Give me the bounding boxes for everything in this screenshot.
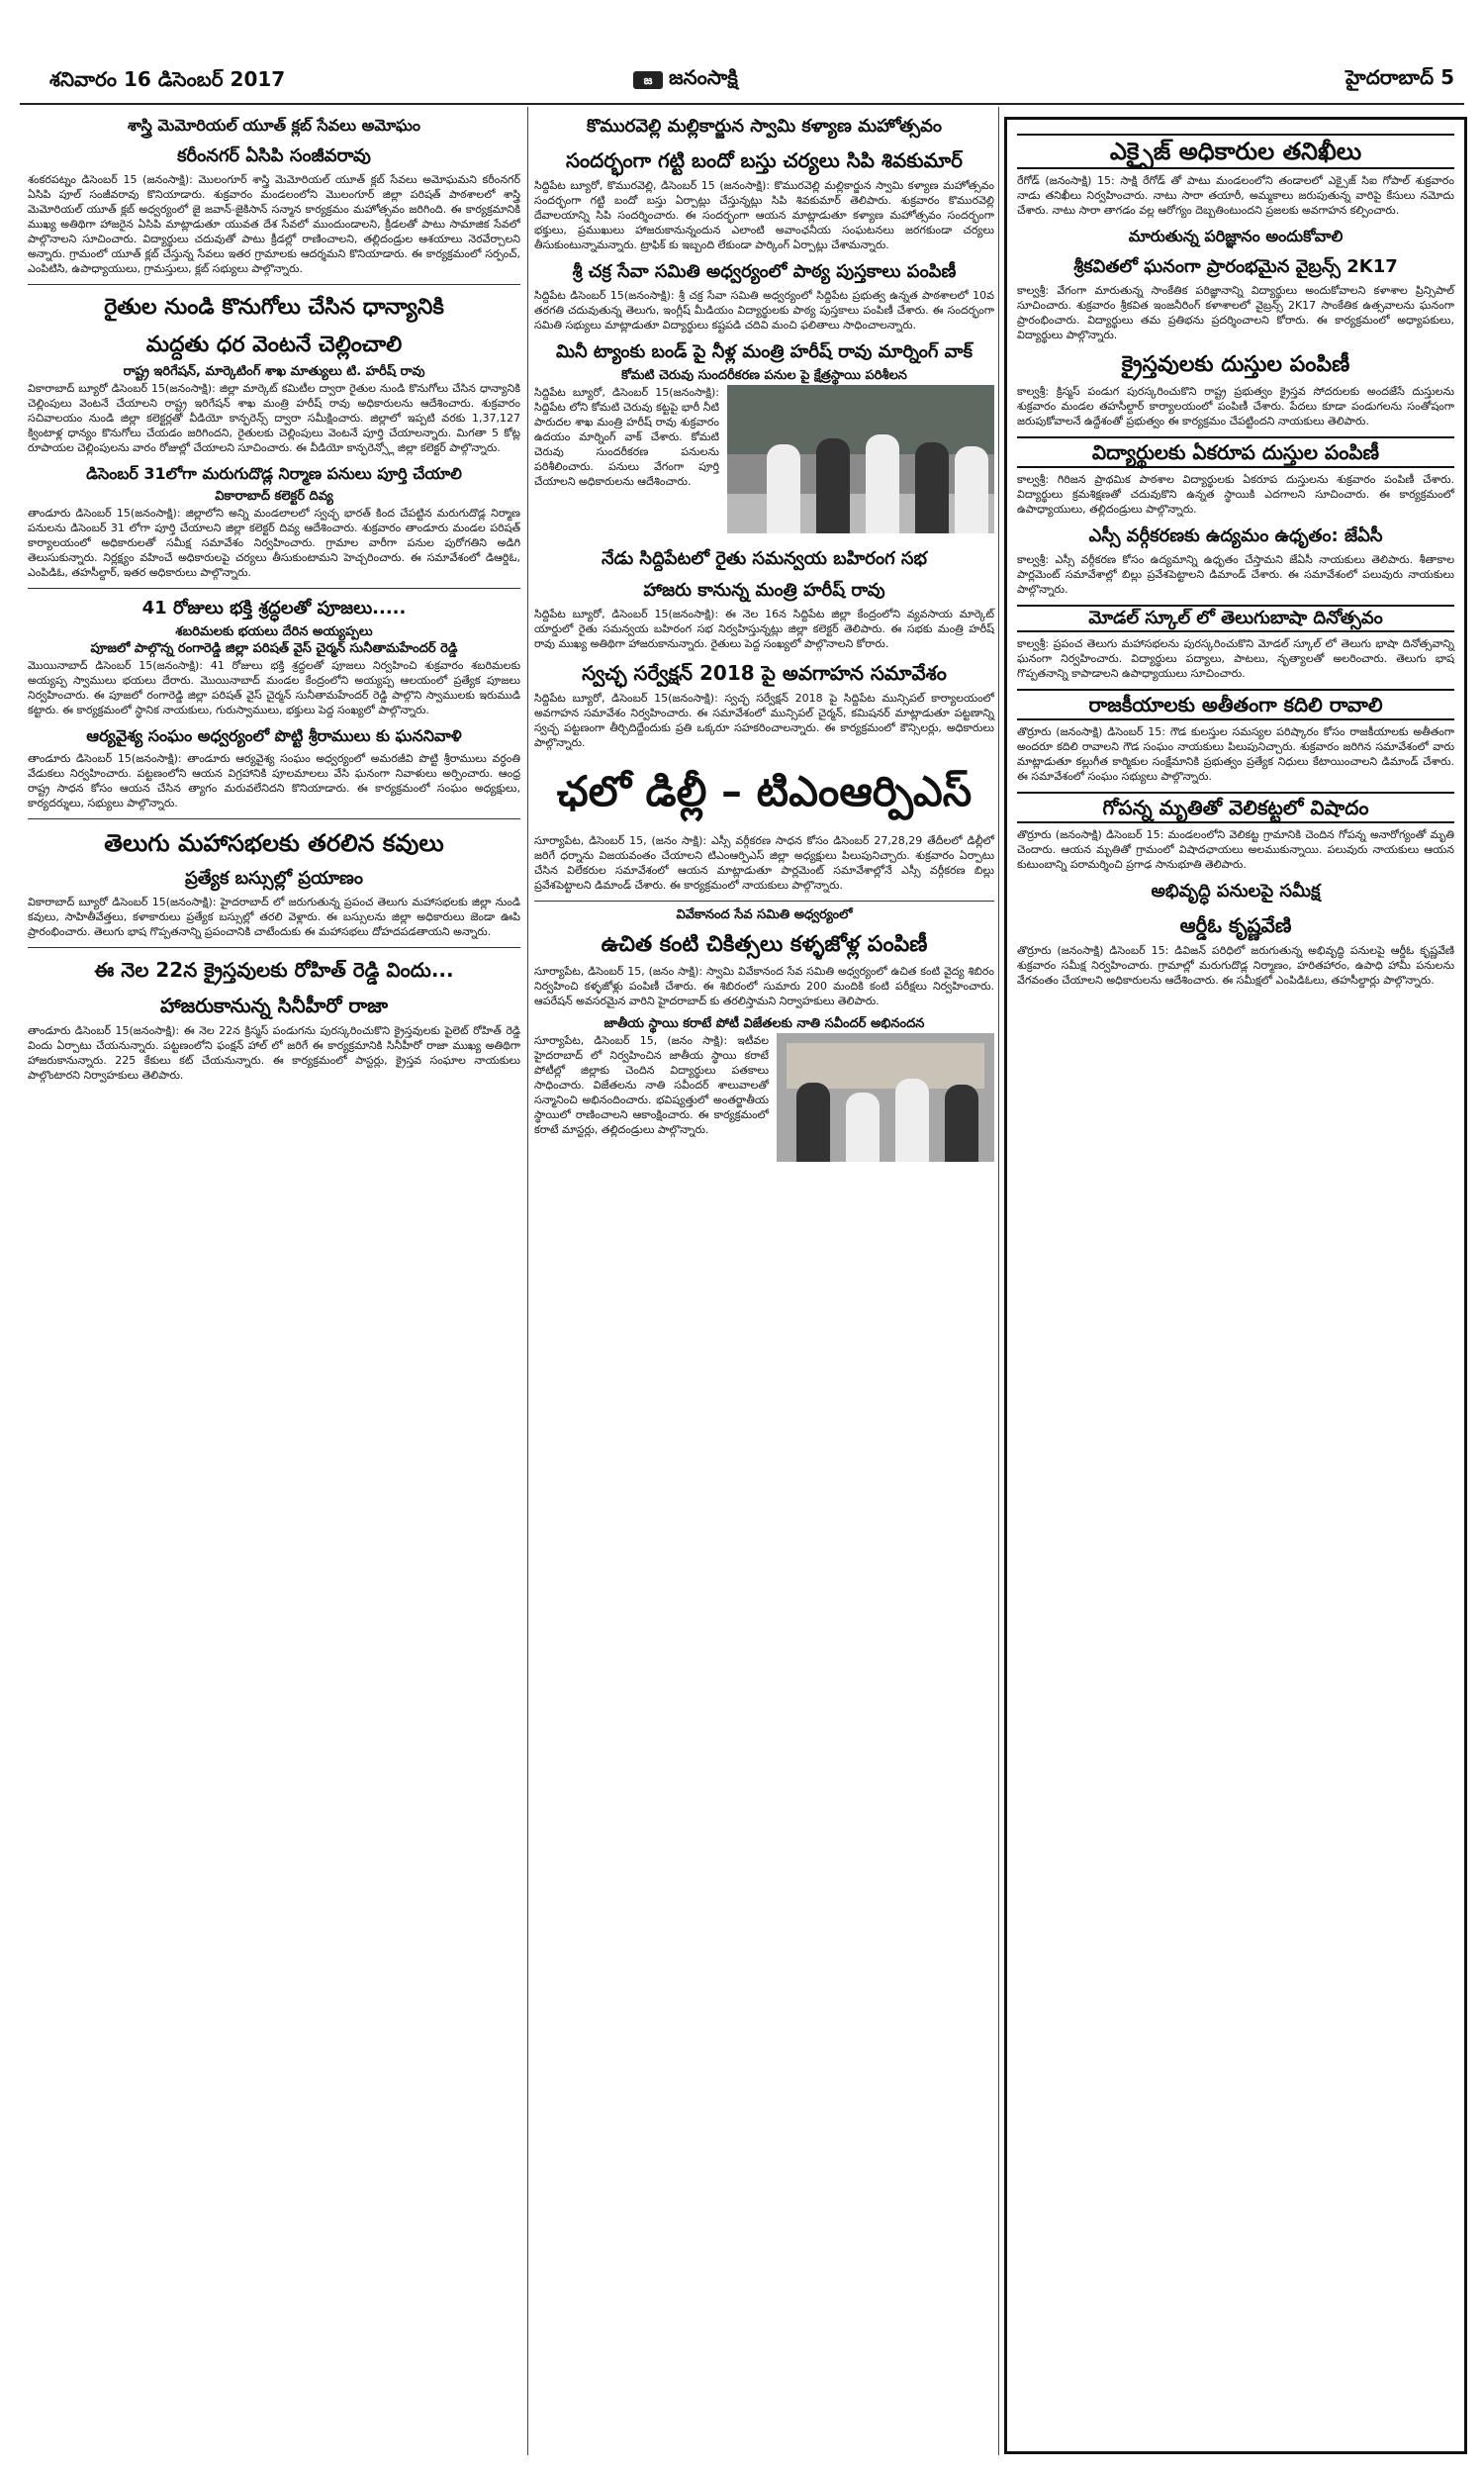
article-body: సిద్దిపేట బ్యూరో, డిసెంబర్ 15(జనంసాక్షి): స్వచ్ఛ సర్వేక్షన్ 2018 పై సిద్దిపేట మున్సిపల్ కార్యాలయంలో అవగాహన సమావేశం నిర్వహించారు. ఈ సమావేశంలో మున్సిపల్ చైర్మన్, కమిషనర్ మాట్లాడుతూ పట్టణాన్ని స్వచ్ఛ పట్టణంగా తీర్చిదిద్దేందుకు ప్రతి ఒక్కరూ సహకరించాలన్నారు. ఈ కార్యక్రమంలో కౌన్సిలర్లు, అధికారులు పాల్గొన్నారు. <box>534 692 994 749</box>
article-headline: ఎస్సీ వర్గీకరణకు ఉద్యమం ఉధృతం: జేఏసీ <box>1088 525 1383 546</box>
divider <box>534 901 994 902</box>
article-body: వికారాబాద్ బ్యూరో డిసెంబర్ 15(జనంసాక్షి): హైదరాబాద్ లో జరుగుతున్న ప్రపంచ తెలుగు మహాసభలకు జిల్లా నుండి కవులు, సాహితీవేత్తలు, కళాకారులు ప్రత్యేక బస్సుల్లో తరలి వెళ్లారు. ఈ బస్సులను జిల్లా అధికారులు జెండా ఊపి ప్రారంభించారు. తెలుగు భాష గొప్పతనాన్ని ప్రపంచానికి చాటేందుకు ఈ మహాసభలు దోహదపడతాయని అన్నారు. <box>28 896 520 938</box>
article-kicker: వివేకానంద సేవ సమితి అధ్వర్యంలో <box>676 907 853 922</box>
column-divider <box>527 107 528 2455</box>
article-headline: మినీ ట్యాంకు బండ్ పై నీళ్ల మంత్రి హరీష్ రావు మార్నింగ్ వాక్ <box>555 341 974 362</box>
article-body: వికారాబాద్ బ్యూరో డిసెంబర్ 15(జనంసాక్షి): జిల్లా మార్కెట్ కమిటీల ద్వారా రైతుల నుండి కొనుగోలు చేసిన ధాన్యానికి చెల్లింపులు వెంటనే చేయాలని రాష్ట్ర ఇరిగేషన్ శాఖ మంత్రి హరీష్ రావు అధికారులను ఆదేశించారు. శుక్రవారం సచివాలయం నుండి జిల్లా కలెక్టర్లతో వీడియో కాన్ఫరెన్స్ ద్వారా సమీక్షించారు. జిల్లాలో ఇప్పటి వరకు 1,37,127 క్వింటాళ్ల ధాన్యం కొనుగోలు చేయడం జరిగిందని, రైతులకు చెల్లింపులు వెంటనే పూర్తి చేయాలన్నారు. మిగతా 5 కోట్ల రూపాయల చెల్లింపులను వారం రోజుల్లో చేయాలని సూచించారు. ఈ వీడియో కాన్ఫరెన్స్లో జిల్లా కలెక్టర్ పాల్గొన్నారు. <box>28 382 520 454</box>
article-subhead: వికారాబాద్ కలెక్టర్ దివ్య <box>215 489 333 504</box>
article-subhead-2: పూజలో పాల్గొన్న రంగారెడ్డి జిల్లా పరిషత్ వైస్ చైర్మన్ సునీతామహేందర్ రెడ్డి <box>90 641 458 656</box>
column-right-boxed <box>1004 117 1467 2454</box>
article-sriramulu <box>28 725 520 810</box>
article-body: కాల్వశ్రీ: ఎస్సీ వర్గీకరణ కోసం ఉద్యమాన్ని ఉధృతం చేస్తామని జేఏసీ నాయకులు తెలిపారు. శీతాకాల పార్లమెంట్ సమావేశాల్లో బిల్లు ప్రవేశపెట్టాలని డిమాండ్ చేశారు. ఈ సమావేశంలో పలువురు నాయకులు పాల్గొన్నారు. <box>1017 553 1454 596</box>
article-telugu-poets <box>28 827 520 939</box>
article-gopanna-death <box>1017 792 1454 872</box>
article-komuravelli <box>534 115 994 252</box>
masthead <box>633 65 738 94</box>
article-body: సిద్దిపేట బ్యూరో, డిసెంబర్ 15(జనంసాక్షి): సిద్దిపేట లోని కోమటి చెరువు కట్టపై భారీ నీటి పారుదల శాఖ మంత్రి హరీష్ రావు శుక్రవారం ఉదయం మార్నింగ్ వాక్ చేశారు. కోమటి చెరువు సుందరీకరణ పనులను పరిశీలించారు. పనులు వేగంగా పూర్తి చేయాలని అధికారులను ఆదేశించారు. <box>534 386 719 488</box>
article-vibrance <box>1017 226 1454 342</box>
article-headline: రాజకీయాలకు అతీతంగా కదిలి రావాలి <box>1017 689 1454 720</box>
article-toilets-deadline <box>28 463 520 580</box>
article-subhead: హాజరుకానున్న సినీహీరో రాజా <box>159 994 389 1017</box>
issue-date: శనివారం 16 డిసెంబర్ 2017 <box>49 67 286 91</box>
article-body: కాల్వశ్రీ: వేగంగా మారుతున్న సాంకేతిక పరిజ్ఞానాన్ని విద్యార్థులు అందుకోవాలని కళాశాల ప్రిన్సిపాల్ సూచించారు. శుక్రవారం శ్రీకవిత ఇంజనీరింగ్ కళాశాలలో వైబ్రన్స్ 2K17 సాంకేతిక ఉత్సవాలను ఘనంగా ప్రారంభించారు. విద్యార్థులు తమ ప్రతిభను ప్రదర్శించాలని కోరారు. ఈ కార్యక్రమంలో అధ్యాపకులు, విద్యార్థులు పాల్గొన్నారు. <box>1017 284 1454 341</box>
article-headline: ఎక్సైజ్ అధికారుల తనిఖీలు <box>1017 134 1454 169</box>
article-kicker: మారుతున్న పరిజ్ఞానం అందుకోవాలి <box>1128 227 1344 245</box>
article-headline: డిసెంబర్ 31లోగా మరుగుదొడ్ల నిర్మాణ పనులు పూర్తి చేయాలి <box>86 464 462 483</box>
article-headline: నేడు సిద్దిపేటలో రైతు సమన్వయ బహిరంగ సభ <box>601 548 927 569</box>
article-body: సిద్దిపేట డిసెంబర్ 15(జనంసాక్షి): శ్రీ చక్ర సేవా సమితి అధ్వర్యంలో సిద్దిపేట ప్రభుత్వ ఉన్నత పాఠశాలలో 10వ తరగతి చదువుతున్న తెలుగు, ఇంగ్లీష్ మీడియం విద్యార్థులకు పాఠ్య పుస్తకాలు పంపిణీ చేశారు. ఈ సందర్భంగా సమితి సభ్యులు మాట్లాడుతూ విద్యార్థులు కష్టపడి చదివి మంచి ఫలితాలు సాధించాలన్నారు. <box>534 289 994 332</box>
column-left <box>28 107 520 1091</box>
article-uniforms <box>1017 436 1454 517</box>
article-headline: తెలుగు మహాసభలకు తరలిన కవులు <box>104 829 444 857</box>
article-sc-classification <box>1017 524 1454 597</box>
divider <box>28 284 520 285</box>
article-telugu-day <box>1017 605 1454 681</box>
article-body: రేగోడ్ (జనంసాక్షి) 15: సాక్షి రేగోడ్ తో పాటు మండలంలోని తండాలలో ఎక్సైజ్ సిఐ గోపాల్ శుక్రవారం నాడు తనిఖీలు నిర్వహించారు. నాటు సారా తయారీ, అమ్మకాలు జరుపుతున్న వారిపై కేసులు నమోదు చేశారు. నాటు సారా తాగడం వల్ల ఆరోగ్యం దెబ్బతింటుందని ప్రజలకు అవగాహన కల్పించారు. <box>1017 174 1454 217</box>
article-body: తాండూరు డిసెంబర్ 15(జనంసాక్షి): ఈ నెల 22న క్రిస్మస్ పండుగను పురస్కరించుకొని క్రైస్తవులకు పైలెట్ రోహిత్ రెడ్డి విందు ఏర్పాటు చేయనున్నారు. పట్టణంలోని ఫంక్షన్ హాల్ లో జరిగే ఈ కార్యక్రమానికి సినీహీరో రాజా ముఖ్య అతిథిగా హాజరుకానున్నారు. 225 కేకులు కట్ చేయనున్నారు. ఈ కార్యక్రమంలో పాస్టర్లు, క్రైస్తవ సంఘాల నాయకులు పాల్గొంటారని నిర్వాహకులు తెలిపారు. <box>28 1024 520 1082</box>
article-christmas-feast <box>28 956 520 1083</box>
article-headline: శ్రీ చక్ర సేవా సమితి అధ్వర్యంలో పాఠ్య పుస్తకాలు పంపిణీ <box>572 261 957 282</box>
article-headline: స్వచ్ఛ సర్వేక్షన్ 2018 పై అవగాహన సమావేశం <box>582 661 947 685</box>
article-body: తొర్రూరు (జనంసాక్షి) డిసెంబర్ 15: డివిజన్ పరిధిలో జరుగుతున్న అభివృద్ధి పనులపై ఆర్డీఓ కృష్ణవేణి శుక్రవారం సమీక్ష నిర్వహించారు. గ్రామాల్లో మరుగుదొడ్ల నిర్మాణం, హరితహారం, ఉపాధి హామీ పనులను వేగవంతం చేయాలని అధికారులను ఆదేశించారు. ఈ సమీక్షలో ఎంపిడిఓలు, తహసీల్దార్లు పాల్గొన్నారు. <box>1017 944 1454 987</box>
article-photo-karate <box>777 1033 994 1162</box>
article-excise-raids <box>1017 134 1454 218</box>
article-body: సూర్యాపేట, డిసెంబర్ 15, (జనం సాక్షి): ఇటీవల హైదరాబాద్ లో నిర్వహించిన జాతీయ స్థాయి కరాటే పోటీల్లో జిల్లాకు చెందిన విద్యార్థులు పతకాలు సాధించారు. విజేతలను నాతి సవీందర్ శాలువాలతో సన్మానించి అభినందించారు. భవిష్యత్తులో అంతర్జాతీయ స్థాయిలో రాణించాలని ఆకాంక్షించారు. ఈ కార్యక్రమంలో కరాటే మాస్టర్లు, తల్లిదండ్రులు పాల్గొన్నారు. <box>534 1034 769 1136</box>
article-karate <box>534 1016 994 1137</box>
article-beyond-politics <box>1017 689 1454 784</box>
article-headline: మోడల్ స్కూల్ లో తెలుగుబాషా దినోత్సవం <box>1017 605 1454 632</box>
article-body: సిద్దిపేట బ్యూరో, డిసెంబర్ 15(జనంసాక్షి): ఈ నెల 16న సిద్దిపేట జిల్లా కేంద్రంలోని వ్యవసాయ మార్కెట్ యార్డులో రైతు సమన్వయ బహిరంగ సభ నిర్వహిస్తున్నట్లు జిల్లా కలెక్టర్ తెలిపారు. ఈ సభకు మంత్రి హరీష్ రావు ముఖ్య అతిథిగా హాజరుకానున్నారు. రైతులు పెద్ద సంఖ్యలో పాల్గొనాలని కోరారు. <box>534 608 994 650</box>
article-body: శంకరపట్నం డిసెంబర్ 15 (జనంసాక్షి): మొలంగూర్ శాస్త్రి మెమోరియల్ యూత్ క్లబ్ సేవలు అమోఘమని కరీంనగర్ ఏసిపి పూల్ సంజీవరావు కొనియాడారు. శుక్రవారం మండలంలోని మొలంగూర్ జిల్లా పరిషత్ పాఠశాలలో శాస్త్రి మెమోరియల్ యూత్ క్లబ్ అధ్వర్యంలో జై జవాన్-జైకిసాన్ సన్మాన కార్యక్రమం మహోత్సవం జరిగింది. ఈ కార్యక్రమానికి ముఖ్య అతిథిగా హాజరైన ఏసిపి మాట్లాడుతూ యువత దేశ సేవలో ముందుండాలని, క్రీడలతో పాటు సామాజిక సేవలో పాల్గొనాలని సూచించారు. విద్యార్థులు చదువుతో పాటు క్రీడల్లో రాణించాలని, తల్లిదండ్రుల ఆశయాలు నెరవేర్చాలని అన్నారు. గ్రామంలో యూత్ క్లబ్ చేస్తున్న సేవలు ఇతర గ్రామాలకు ఆదర్శమని కొనియాడారు. ఈ కార్యక్రమంలో సర్పంచ్, ఎంపిటిసి, ఉపాధ్యాయులు, గ్రామస్తులు, క్లబ్ సభ్యులు పాల్గొన్నారు. <box>28 173 520 275</box>
article-headline: రైతుల నుండి కొనుగోలు చేసిన ధాన్యానికి <box>104 295 444 320</box>
divider <box>28 818 520 819</box>
article-kicker: కొమురవెల్లి మల్లికార్జున స్వామి కళ్యాణ మహోత్సవం <box>586 116 943 137</box>
article-subhead: శబరిమలకు భయలు దేరిన అయ్యప్పలు <box>175 624 373 639</box>
article-headline-line2: ఆర్డీఓ కృష్ణవేణి <box>1179 913 1292 937</box>
article-subhead: రాష్ట్ర ఇరిగేషన్, మార్కెటింగ్ శాఖ మాత్యులు టి. హరీష్ రావు <box>123 364 425 379</box>
page-header <box>20 63 1464 105</box>
column-middle <box>534 107 994 1168</box>
article-headline: కరీంనగర్ ఏసిపి సంజీవరావు <box>177 145 371 166</box>
article-headline: ఆర్యవైశ్య సంఘం అధ్వర్యంలో పొట్టి శ్రీరాములు కు ఘననివాళి <box>86 726 462 745</box>
article-body: తాండూరు డిసెంబర్ 15(జనంసాక్షి): తాండూరు ఆర్యవైశ్య సంఘం అధ్వర్యంలో అమరజీవి పొట్టి శ్రీరాములు వర్ధంతి వేడుకలు నిర్వహించారు. పట్టణంలోని ఆయన విగ్రహానికి పూలమాలలు వేసి ఘనంగా నివాళులు అర్పించారు. ఆంధ్ర రాష్ట్ర సాధన కోసం ఆయన చేసిన త్యాగం మరువలేనిదని కొనియాడారు. ఈ కార్యక్రమంలో సంఘం అధ్యక్షులు, కార్యదర్శులు, సభ్యులు పాల్గొన్నారు. <box>28 752 520 809</box>
article-body: సూర్యాపేట, డిసెంబర్ 15, (జనం సాక్షి): ఎస్సీ వర్గీకరణ సాధన కోసం డిసెంబర్ 27,28,29 తేదీలలో డిల్లీలో జరిగే ధర్నాను విజయవంతం చేయాలని టిఎంఆర్పిఎస్ జిల్లా అధ్యక్షులు పిలుపునిచ్చారు. శుక్రవారం ఏర్పాటు చేసిన విలేకరుల సమావేశంలో ఆయన మాట్లాడుతూ పార్లమెంట్ సమావేశాల్లోనే ఎస్సీ వర్గీకరణ బిల్లు ప్రవేశపెట్టాలని డిమాండ్ చేశారు. ఈ కార్యక్రమంలో నాయకులు పాల్గొన్నారు. <box>534 834 994 892</box>
article-body: సిద్దిపేట బ్యూరో, కొమురవెల్లి, డిసెంబర్ 15 (జనంసాక్షి): కొమురవెల్లి మల్లికార్జున స్వామి కళ్యాణ మహోత్సవం సందర్భంగా గట్టి బందో బస్తు ఏర్పాట్లు చేస్తున్నట్లు సిపి శివకుమార్ తెలిపారు. శుక్రవారం కొమురవెల్లి దేవాలయాన్ని సిపి సందర్శించారు. ఈ సందర్భంగా ఆయన మాట్లాడుతూ కళ్యాణ మహోత్సవం సందర్భంగా భక్తులు, ప్రముఖులు హాజరుకానున్నందున ఎలాంటి అవాంఛనీయ సంఘటనలు జరగకుండా చర్యలు తీసుకుంటున్నామన్నారు. ట్రాఫిక్ కు ఇబ్బంది లేకుండా పార్కింగ్ ఏర్పాట్లు చేశామన్నారు. <box>534 179 994 251</box>
divider <box>28 588 520 589</box>
article-clothes-christians <box>1017 350 1454 428</box>
article-swachh-survekshan <box>534 659 994 750</box>
article-headline: జాతీయ స్థాయి కరాటే పోటీ విజేతలకు నాతి సవీందర్ అభినందన <box>603 1016 925 1031</box>
column-divider <box>998 107 999 2455</box>
article-body: కాల్వశ్రీ: గిరిజన ప్రాథమిక పాఠశాల విద్యార్థులకు ఏకరూప దుస్తులను శుక్రవారం పంపిణీ చేశారు. విద్యార్థులు క్రమశిక్షణతో చదువుకొని ఉన్నత స్థాయికి ఎదగాలని సూచించారు. ఈ కార్యక్రమంలో ఉపాధ్యాయులు, తల్లిదండ్రులు పాల్గొన్నారు. <box>1017 473 1454 516</box>
article-headline: ఈ నెల 22న క్రైస్తవులకు రోహిత్ రెడ్డి విందు... <box>94 958 454 982</box>
article-headline: విద్యార్థులకు ఏకరూప దుస్తుల పంపిణీ <box>1017 436 1454 468</box>
article-chalo-delhi <box>534 764 994 893</box>
article-headline-line2: హాజరు కానున్న మంత్రి హరీష్ రావు <box>643 580 885 601</box>
article-headline: సందర్భంగా గట్టి బందో బస్తు చర్యలు సిపి శివకుమార్ <box>565 148 964 172</box>
article-textbooks <box>534 260 994 333</box>
divider <box>28 947 520 948</box>
article-headline: అభివృద్ధి పనులపై సమీక్ష <box>1151 881 1321 902</box>
article-rdo-review <box>1017 880 1454 988</box>
masthead-title: జనంసాక్షి <box>669 65 738 89</box>
article-body: తొర్రూరు (జనంసాక్షి) డిసెంబర్ 15: మండలంలోని వెలికట్ట గ్రామానికి చెందిన గోపన్న అనారోగ్యంతో మృతి చెందారు. ఆయన మృతితో గ్రామంలో విషాదఛాయలు అలముకున్నాయి. పలువురు నాయకులు ఆయన కుటుంబాన్ని పరామర్శించి ప్రగాఢ సానుభూతి తెలిపారు. <box>1017 828 1454 871</box>
article-kicker: శాస్త్రి మెమోరియల్ యూత్ క్లబ్ సేవలు అమోఘం <box>127 116 421 135</box>
article-farmers-meeting <box>534 547 994 651</box>
article-headline: ఛలో డిల్లీ – టిఎంఆర్పిఎస్ <box>556 767 973 815</box>
article-headline: గోపన్న మృతితో వెలికట్టలో విషాదం <box>1017 792 1454 823</box>
masthead-logo-icon: జ <box>633 71 663 89</box>
article-headline-line2: మద్దతు ధర వెంటనే చెల్లించాలి <box>145 333 403 357</box>
article-headline: క్రైస్తవులకు దుస్తుల పంపిణీ <box>1121 352 1350 377</box>
article-headline: 41 రోజులు భక్తి శ్రద్ధలతో పూజలు..... <box>141 598 407 619</box>
article-body: మొయినాబాద్ డిసెంబర్ 15(జనంసాక్షి): 41 రోజులు భక్తి శ్రద్ధలతో పూజలు నిర్వహించి శుక్రవారం శబరిమలకు అయ్యప్ప స్వాములు భయలు దేరారు. మొయినాబాద్ మండల కేంద్రంలోని అయ్యప్ప ఆలయంలో ప్రత్యేక పూజలు నిర్వహించారు. ఈ పూజలో రంగారెడ్డి జిల్లా పరిషత్ వైస్ చైర్మన్ సునీతామహేందర్ రెడ్డి పాల్గొని స్వాములకు ఇరుముడి కట్టారు. ఈ కార్యక్రమంలో స్థానిక నాయకులు, గురుస్వాములు, భక్తులు పెద్ద సంఖ్యలో పాల్గొన్నారు. <box>28 659 520 716</box>
article-photo-minister-walk <box>727 385 994 533</box>
article-headline: శ్రీకవితలో ఘనంగా ప్రారంభమైన వైబ్రన్స్ 2K17 <box>1073 256 1398 277</box>
article-subhead: కోమటి చెరువు సుందరీకరణ పనుల పై క్షేత్రస్థాయి పరిశీలన <box>621 368 907 383</box>
article-body: తొర్రూరు (జనంసాక్షి) డిసెంబర్ 15: గౌడ కులస్తుల సమస్యల పరిష్కారం కోసం రాజకీయాలకు అతీతంగా అందరూ కదిలి రావాలని గౌడ సంఘం నాయకులు పిలుపునిచ్చారు. శుక్రవారం జరిగిన సమావేశంలో వారు మాట్లాడుతూ కల్లుగీత కార్మికుల సంక్షేమానికి ప్రభుత్వం ప్రత్యేక నిధులు కేటాయించాలని డిమాండ్ చేశారు. ఈ సమావేశంలో సంఘం సభ్యులు పాల్గొన్నారు. <box>1017 725 1454 783</box>
article-ayyappa <box>28 597 520 717</box>
article-subhead: ప్రత్యేక బస్సుల్లో ప్రయాణం <box>184 868 363 889</box>
article-body: సూర్యాపేట, డిసెంబర్ 15, (జనం సాక్షి): స్వామి వివేకానంద సేవ సమితి అధ్వర్యంలో ఉచిత కంటి వైద్య శిబిరం నిర్వహించి కళ్ళజోళ్లు పంపిణీ చేశారు. ఈ శిబిరంలో సుమారు 200 మందికి కంటి పరీక్షలు నిర్వహించారు. ఆపరేషన్ అవసరమైన వారిని హైదరాబాద్ కు తరలిస్తామని నిర్వాహకులు తెలిపారు. <box>534 965 994 1007</box>
article-body: కాల్వశ్రీ: ప్రపంచ తెలుగు మహాసభలను పురస్కరించుకొని మోడల్ స్కూల్ లో తెలుగు భాషా దినోత్సవాన్ని ఘనంగా నిర్వహించారు. విద్యార్థులు పద్యాలు, పాటలు, నృత్యాలతో అలరించారు. తెలుగు భాష గొప్పతనాన్ని కాపాడాలని ఉపాధ్యాయులు సూచించారు. <box>1017 637 1454 680</box>
article-body: కాల్వశ్రీ: క్రిస్మస్ పండుగ పురస్కరించుకొని రాష్ట్ర ప్రభుత్వం క్రైస్తవ సోదరులకు అందజేసే దుస్తులను శుక్రవారం మండల తహసీల్దార్ కార్యాలయంలో పంపిణీ చేశారు. పేదలు కూడా పండుగలను సంతోషంగా జరుపుకోవాలనే ఉద్దేశంతో ప్రభుత్వం ఈ కార్యక్రమం చేపట్టిందని నాయకులు తెలిపారు. <box>1017 385 1454 428</box>
article-morning-walk <box>534 340 994 539</box>
page-city-number: హైదరాబాద్ 5 <box>1345 65 1454 89</box>
article-eye-camp <box>534 907 994 1008</box>
article-grain-price <box>28 293 520 455</box>
article-headline: ఉచిత కంటి చికిత్సలు కళ్ళజోళ్ల పంపిణీ <box>601 932 928 957</box>
article-sastri-club <box>28 115 520 276</box>
article-body: తాండూరు డిసెంబర్ 15(జనంసాక్షి): జిల్లాలోని అన్ని మండలాలలో స్వచ్ఛ భారత్ కింద చేపట్టిన మరుగుదొడ్ల నిర్మాణ పనులను డిసెంబర్ 31 లోగా పూర్తి చేయాలని జిల్లా కలెక్టర్ దివ్య ఆదేశించారు. శుక్రవారం తాండూరు మండల పరిషత్ కార్యాలయంలో అధికారులతో సమీక్ష సమావేశం నిర్వహించారు. గ్రామాల వారీగా పనుల పురోగతిని అడిగి తెలుసుకున్నారు. నిర్లక్ష్యం వహించే అధికారులపై చర్యలు తీసుకుంటామని హెచ్చరించారు. ఈ సమావేశంలో డిఆర్డిఓ, ఎంపిడిఓ, తహసీల్దార్, ఇతర అధికారులు పాల్గొన్నారు. <box>28 507 520 579</box>
